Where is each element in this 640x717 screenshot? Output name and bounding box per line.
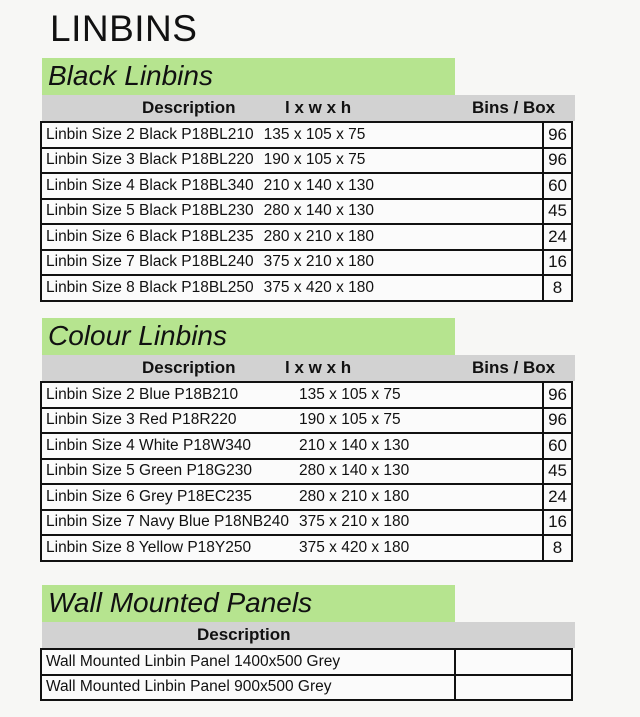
bins-per-box-cell: 96 <box>543 382 572 408</box>
product-description: Linbin Size 2 Black P18BL210 <box>46 125 254 143</box>
product-description: Linbin Size 6 Grey P18EC235 <box>46 487 252 505</box>
product-dimensions: 190 x 105 x 75 <box>263 151 366 169</box>
product-description: Linbin Size 6 Black P18BL235 <box>46 227 254 245</box>
table-row <box>41 199 572 225</box>
description-cell <box>41 382 299 408</box>
dimensions-cell <box>299 433 543 459</box>
product-dimensions: 210 x 140 x 130 <box>263 176 374 194</box>
description-cell <box>41 250 264 276</box>
table-row <box>41 250 572 276</box>
product-dimensions: 210 x 140 x 130 <box>298 436 410 454</box>
product-table <box>40 381 573 562</box>
description-cell <box>41 408 299 434</box>
bins-per-box-cell: 16 <box>543 250 572 276</box>
header-bins-per-box: Bins / Box <box>472 98 556 117</box>
table-row <box>41 433 572 459</box>
product-dimensions: 280 x 140 x 130 <box>263 202 374 220</box>
description-cell <box>41 649 455 675</box>
table-row <box>41 535 572 561</box>
table-row <box>41 382 572 408</box>
bins-per-box-cell: 60 <box>543 173 572 199</box>
product-dimensions: 280 x 210 x 180 <box>298 487 410 505</box>
table-row <box>41 122 572 148</box>
description-cell <box>41 148 264 174</box>
header-description: Description <box>197 625 291 644</box>
description-cell <box>41 675 455 701</box>
dimensions-cell <box>264 275 543 301</box>
description-cell <box>41 122 264 148</box>
header-dimensions: l x w x h <box>285 98 352 117</box>
product-table <box>40 121 573 302</box>
description-cell <box>41 199 264 225</box>
section-heading: Wall Mounted Panels <box>48 587 313 618</box>
dimensions-cell <box>299 535 543 561</box>
header-bins-per-box: Bins / Box <box>472 358 556 377</box>
bins-per-box-cell: 16 <box>543 510 572 536</box>
table-header <box>42 622 575 648</box>
bins-per-box-cell: 24 <box>543 224 572 250</box>
table-row <box>41 173 572 199</box>
table-row <box>41 484 572 510</box>
description-cell <box>41 275 264 301</box>
bins-per-box-cell: 96 <box>543 148 572 174</box>
bins-per-box-cell: 96 <box>543 122 572 148</box>
product-description: Linbin Size 8 Black P18BL250 <box>46 278 254 296</box>
description-cell <box>41 224 264 250</box>
product-description: Linbin Size 3 Red P18R220 <box>46 411 237 429</box>
product-dimensions: 375 x 420 x 180 <box>263 278 374 296</box>
product-dimensions: 375 x 210 x 180 <box>263 253 374 271</box>
section-heading-band <box>42 585 455 622</box>
product-description: Linbin Size 4 White P18W340 <box>46 436 252 454</box>
bins-per-box-cell <box>455 675 572 701</box>
dimensions-cell <box>264 224 543 250</box>
dimensions-cell <box>264 122 543 148</box>
product-dimensions: 190 x 105 x 75 <box>298 411 401 429</box>
bins-per-box-cell: 96 <box>543 408 572 434</box>
product-dimensions: 375 x 420 x 180 <box>298 538 410 556</box>
dimensions-cell <box>299 510 543 536</box>
table-row <box>41 510 572 536</box>
description-cell <box>41 510 299 536</box>
product-dimensions: 135 x 105 x 75 <box>263 125 366 143</box>
bins-per-box-cell: 45 <box>543 459 572 485</box>
description-cell <box>41 433 299 459</box>
product-description: Linbin Size 2 Blue P18B210 <box>46 385 239 403</box>
product-description: Linbin Size 3 Black P18BL220 <box>46 151 254 169</box>
dimensions-cell <box>299 484 543 510</box>
table-row <box>41 675 572 701</box>
table-header <box>42 95 575 121</box>
bins-per-box-cell: 45 <box>543 199 572 225</box>
dimensions-cell <box>264 173 543 199</box>
table-row <box>41 649 572 675</box>
section-heading-band <box>42 318 455 355</box>
product-dimensions: 280 x 140 x 130 <box>298 462 410 480</box>
section-heading-band <box>42 58 455 95</box>
product-description: Wall Mounted Linbin Panel 1400x500 Grey <box>46 652 341 670</box>
bins-per-box-cell <box>455 649 572 675</box>
description-cell <box>41 535 299 561</box>
table-row <box>41 224 572 250</box>
product-dimensions: 135 x 105 x 75 <box>298 385 401 403</box>
product-description: Linbin Size 7 Black P18BL240 <box>46 253 254 271</box>
table-row <box>41 459 572 485</box>
dimensions-cell <box>264 199 543 225</box>
product-dimensions: 375 x 210 x 180 <box>298 513 410 531</box>
table-header <box>42 355 575 381</box>
product-description: Linbin Size 5 Black P18BL230 <box>46 202 254 220</box>
table-row <box>41 148 572 174</box>
description-cell <box>41 459 299 485</box>
bins-per-box-cell: 8 <box>543 275 572 301</box>
header-dimensions: l x w x h <box>285 358 352 377</box>
dimensions-cell <box>264 250 543 276</box>
product-table <box>40 648 573 701</box>
bins-per-box-cell: 60 <box>543 433 572 459</box>
product-description: Linbin Size 5 Green P18G230 <box>46 462 252 480</box>
page-title: LINBINS <box>50 8 198 49</box>
header-description: Description <box>142 98 236 117</box>
dimensions-cell <box>264 148 543 174</box>
product-description: Linbin Size 4 Black P18BL340 <box>46 176 254 194</box>
header-description: Description <box>142 358 236 377</box>
product-description: Linbin Size 7 Navy Blue P18NB240 <box>46 513 289 531</box>
product-description: Wall Mounted Linbin Panel 900x500 Grey <box>46 678 332 696</box>
product-dimensions: 280 x 210 x 180 <box>263 227 374 245</box>
section-heading: Colour Linbins <box>48 320 227 351</box>
dimensions-cell <box>299 382 543 408</box>
table-row <box>41 275 572 301</box>
bins-per-box-cell: 8 <box>543 535 572 561</box>
description-cell <box>41 484 299 510</box>
dimensions-cell <box>299 408 543 434</box>
dimensions-cell <box>299 459 543 485</box>
bins-per-box-cell: 24 <box>543 484 572 510</box>
product-description: Linbin Size 8 Yellow P18Y250 <box>46 538 252 556</box>
section-heading: Black Linbins <box>48 60 213 91</box>
table-row <box>41 408 572 434</box>
description-cell <box>41 173 264 199</box>
